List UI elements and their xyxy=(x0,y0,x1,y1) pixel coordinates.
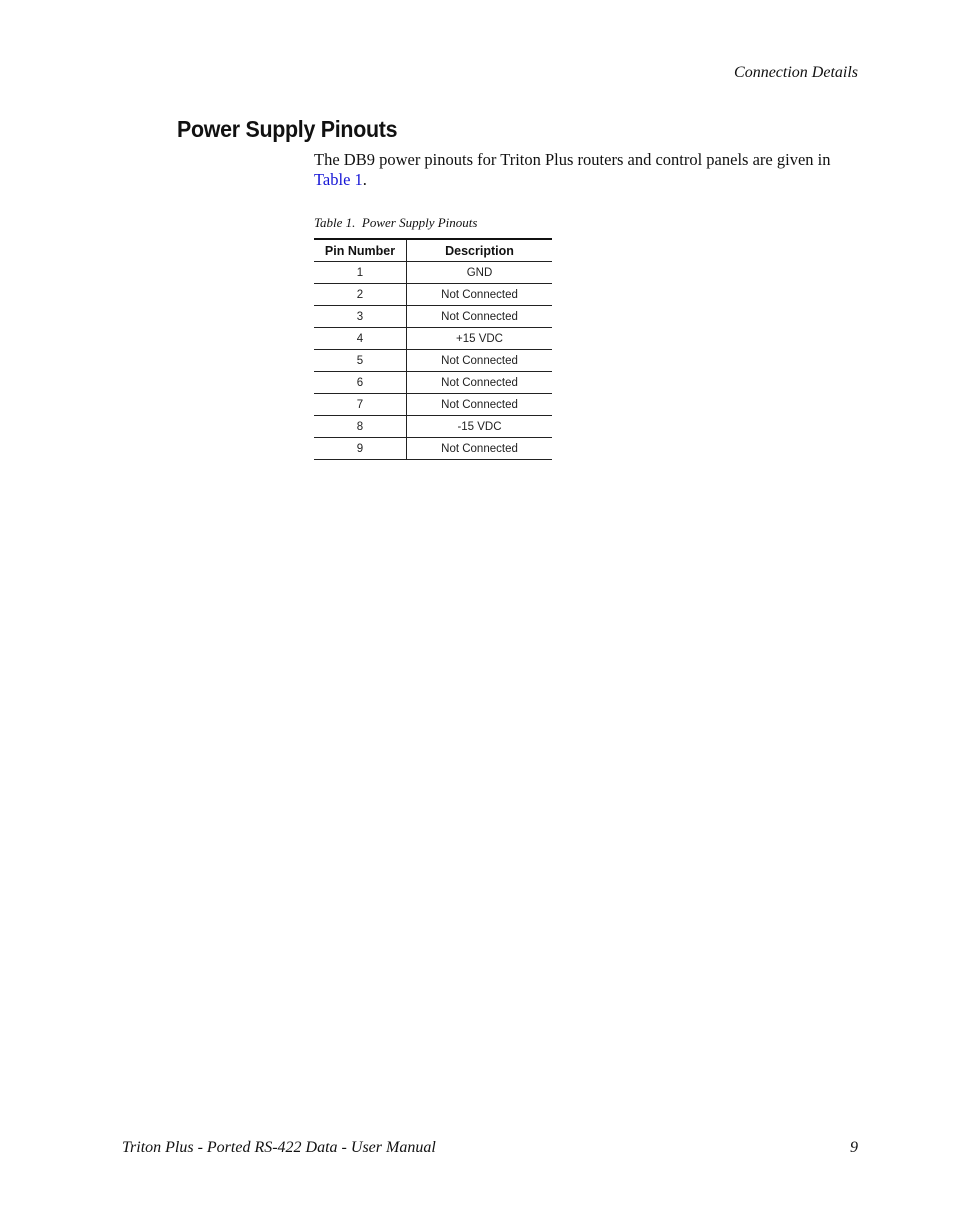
table-row xyxy=(314,328,552,350)
table-1-link[interactable]: Table 1 xyxy=(314,170,363,189)
table-row xyxy=(314,306,552,328)
table-header-row xyxy=(314,239,552,262)
pin-number-cell: 7 xyxy=(314,394,407,416)
pin-number-cell: 1 xyxy=(314,262,407,284)
table-row xyxy=(314,416,552,438)
page-number: 9 xyxy=(850,1139,858,1156)
table-row xyxy=(314,394,552,416)
description-cell: Not Connected xyxy=(407,372,553,394)
section-title: Power Supply Pinouts xyxy=(177,116,398,142)
column-header-description: Description xyxy=(407,239,553,262)
table-row xyxy=(314,284,552,306)
description-cell: Not Connected xyxy=(407,306,553,328)
pin-number-cell: 9 xyxy=(314,438,407,460)
column-header-pin-number: Pin Number xyxy=(314,239,407,262)
description-cell: +15 VDC xyxy=(407,328,553,350)
running-footer: Triton Plus - Ported RS-422 Data - User Manual xyxy=(122,1139,436,1156)
description-cell: Not Connected xyxy=(407,438,553,460)
pin-number-cell: 2 xyxy=(314,284,407,306)
description-cell: Not Connected xyxy=(407,350,553,372)
description-cell: -15 VDC xyxy=(407,416,553,438)
table-row xyxy=(314,372,552,394)
running-header: Connection Details xyxy=(734,64,858,81)
intro-text: The DB9 power pinouts for Triton Plus routers and control panels are given in xyxy=(314,150,831,169)
pin-number-cell: 6 xyxy=(314,372,407,394)
pin-number-cell: 5 xyxy=(314,350,407,372)
table-caption: Table 1. Power Supply Pinouts xyxy=(314,215,478,230)
pin-number-cell: 4 xyxy=(314,328,407,350)
table-row xyxy=(314,262,552,284)
intro-paragraph xyxy=(314,150,864,190)
table-row xyxy=(314,438,552,460)
description-cell: Not Connected xyxy=(407,394,553,416)
pin-number-cell: 3 xyxy=(314,306,407,328)
power-supply-pinouts-table xyxy=(314,238,552,460)
table-row xyxy=(314,350,552,372)
description-cell: GND xyxy=(407,262,553,284)
description-cell: Not Connected xyxy=(407,284,553,306)
pin-number-cell: 8 xyxy=(314,416,407,438)
intro-end: . xyxy=(362,170,367,189)
